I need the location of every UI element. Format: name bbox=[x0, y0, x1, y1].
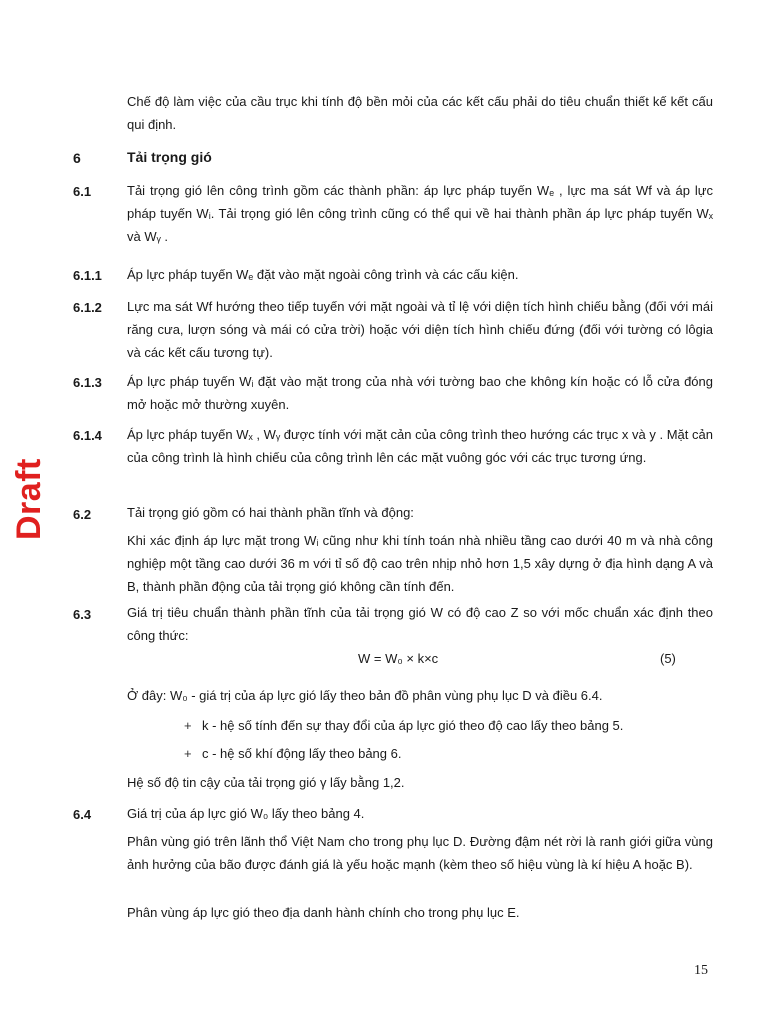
clause-text-6-1-1: Áp lực pháp tuyến Wₑ đặt vào mặt ngoài công trình và các cấu kiện. bbox=[127, 267, 519, 282]
page-number: 15 bbox=[694, 963, 708, 978]
bullet-mark: + bbox=[184, 746, 192, 761]
clause-text-6-1-3: Áp lực pháp tuyến Wᵢ đặt vào mặt trong của nhà với tường bao che không kín hoặc có lỗ cửa đóng mở hoặc mở thường xuyên. bbox=[127, 374, 713, 412]
clause-text-6-1: Tải trọng gió lên công trình gồm các thành phần: áp lực pháp tuyến Wₑ , lực ma sát Wf và áp lực pháp tuyến Wᵢ. Tải trọng gió lên công trình cũng có thể qui về hai thành phần áp lực pháp tuyến Wₓ và Wᵧ . bbox=[127, 183, 713, 244]
clause-number-6-4: 6.4 bbox=[73, 807, 92, 822]
clause-text-6-2: Tải trọng gió gồm có hai thành phần tĩnh và động: bbox=[127, 505, 414, 520]
clause-number-6-2: 6.2 bbox=[73, 507, 92, 522]
bullet-item bbox=[184, 718, 623, 733]
formula-expression: W = W₀ × k×c bbox=[358, 651, 439, 666]
clause-text-6-4-admin: Phân vùng áp lực gió theo địa danh hành chính cho trong phụ lục E. bbox=[127, 905, 520, 920]
bullet-item bbox=[184, 746, 401, 761]
clause-text-6-1-2: Lực ma sát Wf hướng theo tiếp tuyến với mặt ngoài và tỉ lệ với diện tích hình chiếu bằng (đối với mái răng cưa, lượn sóng và mái có cửa trời) hoặc với diện tích hình chiếu đứng (đối với tường có lôgia và các kết cấu tương tự). bbox=[127, 299, 713, 360]
clause-number-6-3: 6.3 bbox=[73, 607, 92, 622]
bullet-mark: + bbox=[184, 718, 192, 733]
clause-text-6-1-4: Áp lực pháp tuyến Wₓ , Wᵧ được tính với mặt cản của công trình theo hướng các trục x và y . Mặt cản của công trình là hình chiếu của công trình lên các mặt vuông góc với các trục tương ứng. bbox=[127, 427, 713, 465]
clause-number-6-1-3: 6.1.3 bbox=[73, 375, 102, 390]
clause-number-6-1: 6.1 bbox=[73, 184, 92, 199]
clause-text-6-4: Giá trị của áp lực gió W₀ lấy theo bảng 4. bbox=[127, 806, 365, 821]
bullet-text: k - hệ số tính đến sự thay đổi của áp lực gió theo độ cao lấy theo bảng 5. bbox=[202, 718, 624, 733]
clause-number-6-1-4: 6.1.4 bbox=[73, 428, 102, 443]
intro-paragraph: Chế độ làm việc của cầu trục khi tính độ bền mỏi của các kết cấu phải do tiêu chuẩn thiết kế kết cấu qui định. bbox=[127, 94, 713, 132]
clause-text-6-4-zones: Phân vùng gió trên lãnh thổ Việt Nam cho trong phụ lục D. Đường đậm nét rời là ranh giới giữa vùng ảnh hưởng của bão được đánh giá là yếu hoặc mạnh (kèm theo số hiệu vùng là kí hiệu A hoặc B). bbox=[127, 834, 713, 872]
where-paragraph: Ở đây: W₀ - giá trị của áp lực gió lấy theo bản đồ phân vùng phụ lục D và điều 6.4. bbox=[127, 688, 603, 703]
formula-number: (5) bbox=[660, 651, 676, 666]
clause-number-6-1-1: 6.1.1 bbox=[73, 268, 102, 283]
section-number: 6 bbox=[73, 150, 81, 166]
bullet-text: c - hệ số khí động lấy theo bảng 6. bbox=[202, 746, 402, 761]
clause-text-6-2-detail: Khi xác định áp lực mặt trong Wᵢ cũng như khi tính toán nhà nhiều tầng cao dưới 40 m và nhà công nghiệp một tầng cao dưới 36 m với tỉ số độ cao trên nhịp nhỏ hơn 1,5 xây dựng ở địa hình dạng A và B, thành phần động của tải trọng gió không cần tính đến. bbox=[127, 533, 713, 594]
clause-number-6-1-2: 6.1.2 bbox=[73, 300, 102, 315]
clause-text-6-3: Giá trị tiêu chuẩn thành phần tĩnh của tải trọng gió W có độ cao Z so với mốc chuẩn xác định theo công thức: bbox=[127, 605, 713, 643]
draft-watermark: Draft bbox=[10, 458, 48, 540]
reliability-paragraph: Hệ số độ tin cậy của tải trọng gió γ lấy bằng 1,2. bbox=[127, 775, 405, 790]
section-title: Tải trọng gió bbox=[127, 149, 212, 165]
